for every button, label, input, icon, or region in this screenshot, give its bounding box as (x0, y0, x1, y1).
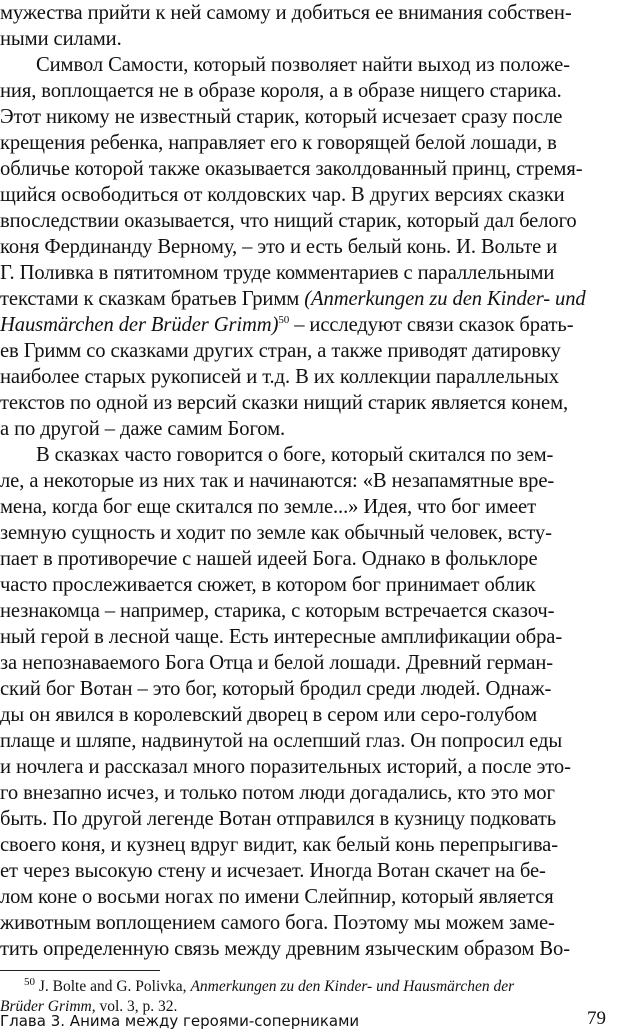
italic-title: Hausmärchen der Brüder Grimm) (0, 314, 279, 336)
footnote-tail: , vol. 3, p. 32. (91, 998, 178, 1015)
text-line: часто прослеживается сюжет, в котором бог принимает облик (0, 574, 536, 596)
text-line: ный герой в лесной чаще. Есть интересные амплификации обра- (0, 626, 563, 648)
text-line: впоследствии оказывается, что нищий старик, который дал белого (0, 210, 577, 232)
text-line: тить определенную связь между древним языческим образом Во- (0, 938, 570, 960)
text-line: ет через высокую стену и исчезает. Иногда Вотан скачет на бе- (0, 860, 546, 882)
text-line: и ночлега и рассказал много поразительных историй, а после это- (0, 756, 571, 778)
text-line: Г. Поливка в пятитомном труде комментариев с параллельными (0, 262, 555, 284)
text-line: пает в противоречие с нашей идеей Бога. Однако в фольклоре (0, 548, 538, 570)
text-line: Этот никому не известный старик, который исчезает сразу после (0, 106, 563, 128)
text-line: обличье которой также оказывается заколдованный принц, стремя- (0, 158, 583, 180)
text-line: Символ Самости, который позволяет найти выход из положе- (36, 54, 570, 76)
text-line: незнакомца – например, старика, с которым встречается сказоч- (0, 600, 555, 622)
text-line: животным воплощением самого бога. Поэтому мы можем заме- (0, 912, 555, 934)
text-line: ле, а некоторые из них так и начинаются: «В незапамятные вре- (0, 470, 555, 492)
running-head: Глава 3. Анима между героями-соперниками (0, 1012, 360, 1030)
text-line: мена, когда бог еще скитался по земле...» Идея, что бог имеет (0, 496, 536, 518)
text-line: ский бог Вотан – это бог, который бродил среди людей. Однаж- (0, 678, 552, 700)
footnote-number: 50 (24, 975, 35, 988)
italic-title: (Anmerkungen zu den Kinder- und (299, 288, 586, 310)
text-line: лом коне о восьми ногах по имени Слейпнир, который является (0, 886, 554, 908)
text-line: быть. По другой легенде Вотан отправился в кузницу подковать (0, 808, 557, 830)
text-line: го внезапно исчез, и только потом люди догадались, кто это мог (0, 782, 555, 804)
text-line: ды он явился в королевский дворец в сером или серо-голубом (0, 704, 538, 726)
text-line: а по другой – даже самим Богом. (0, 418, 286, 440)
text-line (0, 286, 620, 312)
text-line: ев Гримм со сказками других стран, а также приводят датировку (0, 340, 561, 362)
footnote-authors: J. Bolte and G. Polivka, (35, 978, 191, 995)
footnote-title: Anmerkungen zu den Kinder- und Hausmärchen der (190, 978, 515, 995)
text-line: щийся освободиться от колдовских чар. В других версиях сказки (0, 184, 565, 206)
text-line: за непознаваемого Бога Отца и белой лошади. Древний герман- (0, 652, 554, 674)
text-run: текстами к сказкам братьев Гримм (0, 288, 300, 310)
text-line: плаще и шляпе, надвинутой на ослепший глаз. Он попросил еды (0, 730, 563, 752)
text-line: земную сущность и ходит по земле как обычный человек, всту- (0, 522, 552, 544)
footnote-title: Brüder Grimm (0, 998, 92, 1015)
page-footer (0, 1008, 620, 1034)
text-line: ными силами. (0, 28, 122, 50)
text-run: – исследуют связи сказок брать- (289, 314, 574, 336)
text-line: ния, воплощается не в образе короля, а в образе нищего старика. (0, 80, 562, 102)
text-line (0, 312, 620, 338)
page-number: 79 (587, 1008, 606, 1029)
text-line: крещения ребенка, направляет его к говорящей белой лошади, в (0, 132, 557, 154)
footnote (24, 976, 620, 997)
text-line: своего коня, и кузнец вдруг видит, как белый конь перепрыгива- (0, 834, 558, 856)
text-line: коня Фердинанду Верному, – это и есть белый конь. И. Вольте и (0, 236, 558, 258)
text-line: текстов по одной из версий сказки нищий старик является конем, (0, 392, 569, 414)
footnote-ref: 50 (278, 314, 290, 327)
text-line: В сказках часто говорится о боге, который скитался по зем- (36, 444, 554, 466)
text-line: наиболее старых рукописей и т.д. В их коллекции параллельных (0, 366, 559, 388)
text-line: мужества прийти к ней самому и добиться ее внимания собствен- (0, 2, 572, 24)
footnote-divider (0, 970, 160, 971)
